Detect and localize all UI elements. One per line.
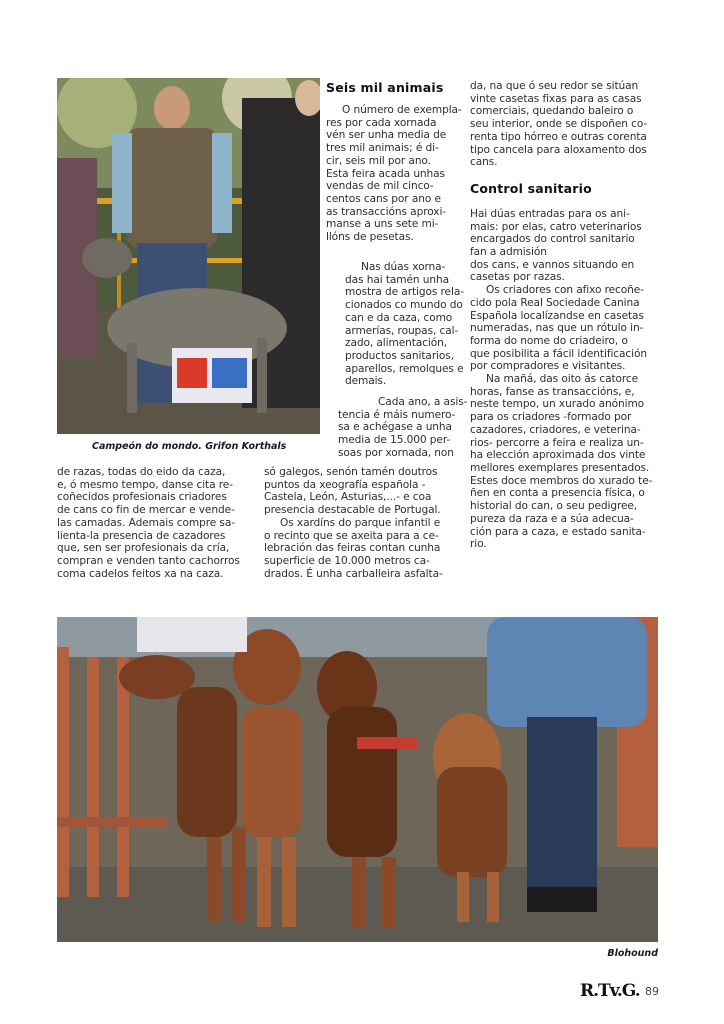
- bloodhounds-photo-image: [57, 617, 658, 942]
- text-line: as transaccións aproxi-: [326, 205, 447, 218]
- text-line: las camadas. Ademais compre sa-: [57, 516, 235, 529]
- heading-seis-mil-animais: Seis mil animais: [326, 80, 444, 95]
- text-line: ñen en conta a presencia física, o: [470, 487, 645, 500]
- text-line: casetas por razas.: [470, 271, 565, 284]
- text-line: o recinto que se axeita para a ce-: [264, 529, 439, 542]
- text-line: dos cans, e vannos situando en: [470, 258, 635, 271]
- text-line: demais.: [345, 375, 387, 388]
- text-line: sa e achégase a unha: [338, 421, 452, 434]
- text-line: para os criadores -formado por: [470, 411, 632, 424]
- text-line: aparellos, remolques e: [345, 362, 464, 375]
- text-line: O número de exempla-: [342, 104, 462, 116]
- text-line: zado, alimentación,: [345, 337, 447, 350]
- heading-control-sanitario: Control sanitario: [470, 180, 592, 196]
- text-line: compran e venden tanto cachorros: [57, 554, 240, 567]
- text-line: can e da caza, como: [345, 311, 453, 324]
- text-line: historial do can, o seu pedigree,: [470, 500, 638, 513]
- text-line: numeradas, nas que un rótulo in-: [470, 322, 644, 335]
- text-line: lienta-la presencia de cazadores: [57, 529, 226, 542]
- text-line: forma do nome do criadeiro, o: [470, 334, 628, 347]
- text-line: cir, seis mil por ano.: [326, 154, 431, 167]
- text-line: das hai tamén unha: [345, 273, 450, 286]
- text-line: comerciais, quedando baleiro o: [470, 105, 634, 118]
- text-line: de razas, todas do eido da caza,: [57, 466, 226, 478]
- text-line: que, sen ser profesionais da cría,: [57, 542, 230, 555]
- text-line: lebración das feiras contan cunha: [264, 542, 441, 555]
- text-line: presencia destacable de Portugal.: [264, 504, 441, 517]
- text-line: Estes doce membros do xurado te-: [470, 474, 653, 487]
- text-line: rios- percorre a feira e realiza un-: [470, 436, 644, 449]
- text-line: res por cada xornada: [326, 116, 437, 129]
- text-line: cido pola Real Sociedade Canina: [470, 296, 640, 309]
- text-line: Cada ano, a asis-: [378, 396, 468, 408]
- column-control-sanitario: [470, 80, 660, 551]
- column-mostra-artigos: [345, 261, 462, 388]
- text-line: neste tempo, un xurado anónimo: [470, 398, 645, 411]
- text-line: media de 15.000 per-: [338, 434, 451, 447]
- text-line: tipo cancela para aloxamento dos: [470, 143, 647, 156]
- photo-bloodhounds: [57, 617, 658, 942]
- text-line: Os xardíns do parque infantil e: [280, 516, 441, 529]
- column-razas: [57, 466, 251, 580]
- text-line: soas por xornada, non: [338, 446, 454, 459]
- column-seis-mil-animais: [326, 80, 462, 244]
- text-line: e, ó mesmo tempo, danse cita re-: [57, 478, 233, 491]
- text-line: ción para a caza, e estado sanita-: [470, 525, 646, 538]
- text-line: mellores exemplares presentados.: [470, 461, 650, 474]
- text-line: pureza da raza e a súa adecua-: [470, 512, 634, 525]
- text-line: Española localízandse en casetas: [470, 309, 644, 322]
- text-line: de cans co fin de mercar e vende-: [57, 504, 235, 517]
- text-line: que posibilita a fácil identificación: [470, 347, 647, 360]
- text-line: Os criadores con afixo recoñe-: [486, 284, 644, 297]
- text-line: centos cans por ano e: [326, 192, 441, 205]
- text-line: Na mañá, das oito ás catorce: [486, 373, 639, 386]
- text-line: puntos da xeografía española -: [264, 478, 426, 491]
- magazine-logo: R.Tv.G.: [580, 981, 640, 1001]
- text-line: encargados do control sanitario: [470, 233, 635, 246]
- text-line: da, na que ó seu redor se sitúan: [470, 80, 639, 92]
- text-line: Hai dúas entradas para os ani-: [470, 207, 630, 220]
- text-line: Nas dúas xorna-: [361, 261, 446, 273]
- text-line: drados. É unha carballeira asfalta-: [264, 567, 443, 580]
- text-line: cazadores, criadores, e veterina-: [470, 423, 641, 436]
- text-line: seu interior, onde se dispoñen co-: [470, 118, 648, 131]
- text-line: horas, fanse as transaccións, e,: [470, 385, 635, 398]
- text-line: coñecidos profesionais criadores: [57, 491, 227, 504]
- text-line: productos sanitarios,: [345, 349, 454, 362]
- text-line: ha elección aproximada dos vinte: [470, 449, 646, 462]
- text-line: por compradores e visitantes.: [470, 360, 626, 373]
- text-line: tencia é máis numero-: [338, 408, 456, 421]
- text-line: Esta feira acada unhas: [326, 167, 445, 180]
- column-asistencia: [338, 396, 468, 460]
- text-line: rio.: [470, 538, 487, 551]
- text-line: mostra de artigos rela-: [345, 286, 464, 299]
- text-line: tres mil animais; é di-: [326, 142, 439, 155]
- caption-bloodhound: Blohound: [607, 948, 658, 959]
- text-line: vinte casetas fixas para as casas: [470, 92, 642, 105]
- column-xardins: [264, 466, 462, 580]
- text-line: Castela, León, Asturias,...- e coa: [264, 491, 432, 504]
- griffon-photo-image: [57, 78, 320, 434]
- caption-griffon: Campeón do mondo. Grifon Korthals: [92, 441, 287, 452]
- text-line: só galegos, senón tamén doutros: [264, 466, 438, 478]
- text-line: mais: por elas, catro veterinarios: [470, 220, 642, 233]
- text-line: cionados co mundo do: [345, 299, 463, 312]
- text-line: renta tipo hórreo e outras corenta: [470, 130, 647, 143]
- page-number: 89: [645, 985, 659, 998]
- text-line: coma cadelos feitos xa na caza.: [57, 567, 224, 580]
- text-line: llóns de pesetas.: [326, 231, 414, 244]
- text-line: fan a admisión: [470, 246, 547, 259]
- photo-griffon-korthals: [57, 78, 320, 434]
- text-line: superficie de 10.000 metros ca-: [264, 554, 430, 567]
- text-line: armerías, roupas, cal-: [345, 324, 459, 337]
- text-line: cans.: [470, 156, 498, 169]
- text-line: vendas de mil cinco-: [326, 180, 434, 193]
- text-line: vén ser unha media de: [326, 129, 447, 142]
- text-line: manse a uns sete mi-: [326, 218, 439, 231]
